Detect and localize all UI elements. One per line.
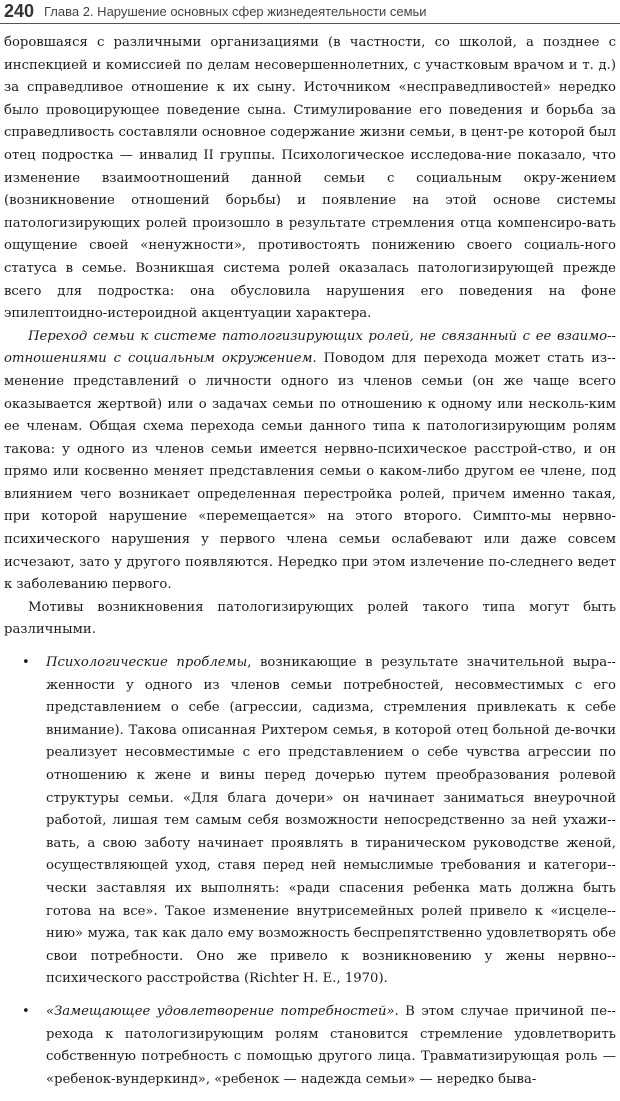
paragraph-2 — [4, 326, 616, 597]
list-item-text: . В этом случае причиной пе-рехода к патологизирующим ролям становится стремление удовлетворить собственную потребность с помощью другого лица. Травматизирующая роль — «ребенок-вундеркинд», «ребенок — надежда семьи» — нередко быва- — [46, 1003, 616, 1087]
chapter-title: Глава 2. Нарушение основных сфер жизнедеятельности семьи — [44, 4, 427, 19]
paragraph-1: боровшаяся с различными организациями (в частности, со школой, а позднее с инспекцией и комиссией по делам несовершеннолетних, с участковым врачом и т. д.) за справедливое отношение к их сыну. Источником «несправедливостей» нередко было провоцирующее поведение сына. Стимулирование его поведения и борьба за справедливость составляли основное содержание жизни семьи, в цент-ре которой был отец подростка — инвалид II группы. Психологическое исследова-ние показало, что изменение взаимоотношений данной семьи с социальным окру-жением (возникновение отношений борьбы) и появление на этой основе системы патологизирующих ролей произошло в результате стремления отца компенсиро-вать ощущение своей «ненужности», противостоять понижению своего социаль-ного статуса в семье. Возникшая система ролей оказалась патологизирующей прежде всего для подростка: она обусловила нарушения его поведения на фоне эпилептоидно-истероидной акцентуации характера. — [4, 35, 616, 322]
page-body — [4, 32, 616, 1101]
paragraph-2-text: Поводом для перехода может стать из-менение представлений о личности одного из членов семьи (он же чаще всего оказывается жертвой) или о задачах семьи по отношению к одному или несколь-ким ее членам. Общая схема перехода семьи данного типа к патологизирующим ролям такова: у одного из членов семьи имеется нервно-психическое расстрой-ство, и он прямо или косвенно меняет представления семьи о каком-либо другом ее члене, под влиянием чего возникает определенная перестройка ролей, причем именно такая, при которой нарушение «перемещается» на этого второго. Симпто-мы нервно-психического нарушения у первого члена семьи ослабевают или даже совсем исчезают, зато у другого появляются. Нередко при этом излечение по-следнего ведет к заболеванию первого. — [4, 351, 616, 593]
list-item — [4, 652, 616, 991]
bullet-marker: • — [22, 655, 30, 671]
bullet-marker: • — [22, 1003, 30, 1019]
bullet-list — [4, 652, 616, 1091]
paragraph-2-lead: Переход семьи к системе патологизирующих ролей, не связанный с ее взаимо-отношениями с социальным окружением. — [4, 328, 616, 367]
page-number: 240 — [4, 1, 35, 21]
list-item-lead: «Замещающее удовлетворение потребностей» — [46, 1003, 395, 1019]
running-header — [0, 0, 620, 26]
list-item-lead: Психологические проблемы — [46, 655, 248, 671]
paragraph-3: Мотивы возникновения патологизирующих ролей такого типа могут быть различными. — [4, 599, 616, 638]
list-item — [4, 1001, 616, 1091]
header-rule — [0, 23, 620, 24]
list-item-text: , возникающие в результате значительной выра-женности у одного из членов семьи потребностей, несовместимых с его представлением о себе (агрессии, садизма, стремления привлекать к себе внимание). Такова описанная Рихтером семья, в которой отец больной де-вочки реализует несовместимые с его представлением о себе чувства агрессии по отношению к жене и вины перед дочерью путем преобразования ролевой структуры семьи. «Для блага дочери» он начинает заниматься внеурочной работой, лишая тем самым себя возможности непосредственно за ней ухажи-вать, а свою заботу начинает проявлять в тираническом руководстве женой, осуществляющей уход, ставя перед ней немыслимые требования и категори-чески заставляя их выполнять: «ради спасения ребенка мать должна быть готова на все». Такое изменение внутрисемейных ролей привело к «исцеле-нию» мужа, так как дало ему возможность беспрепятственно удовлетворять обе свои потребности. Оно же привело к возникновению у жены нервно-психического расстройства (Richter H. E., 1970). — [46, 655, 616, 987]
